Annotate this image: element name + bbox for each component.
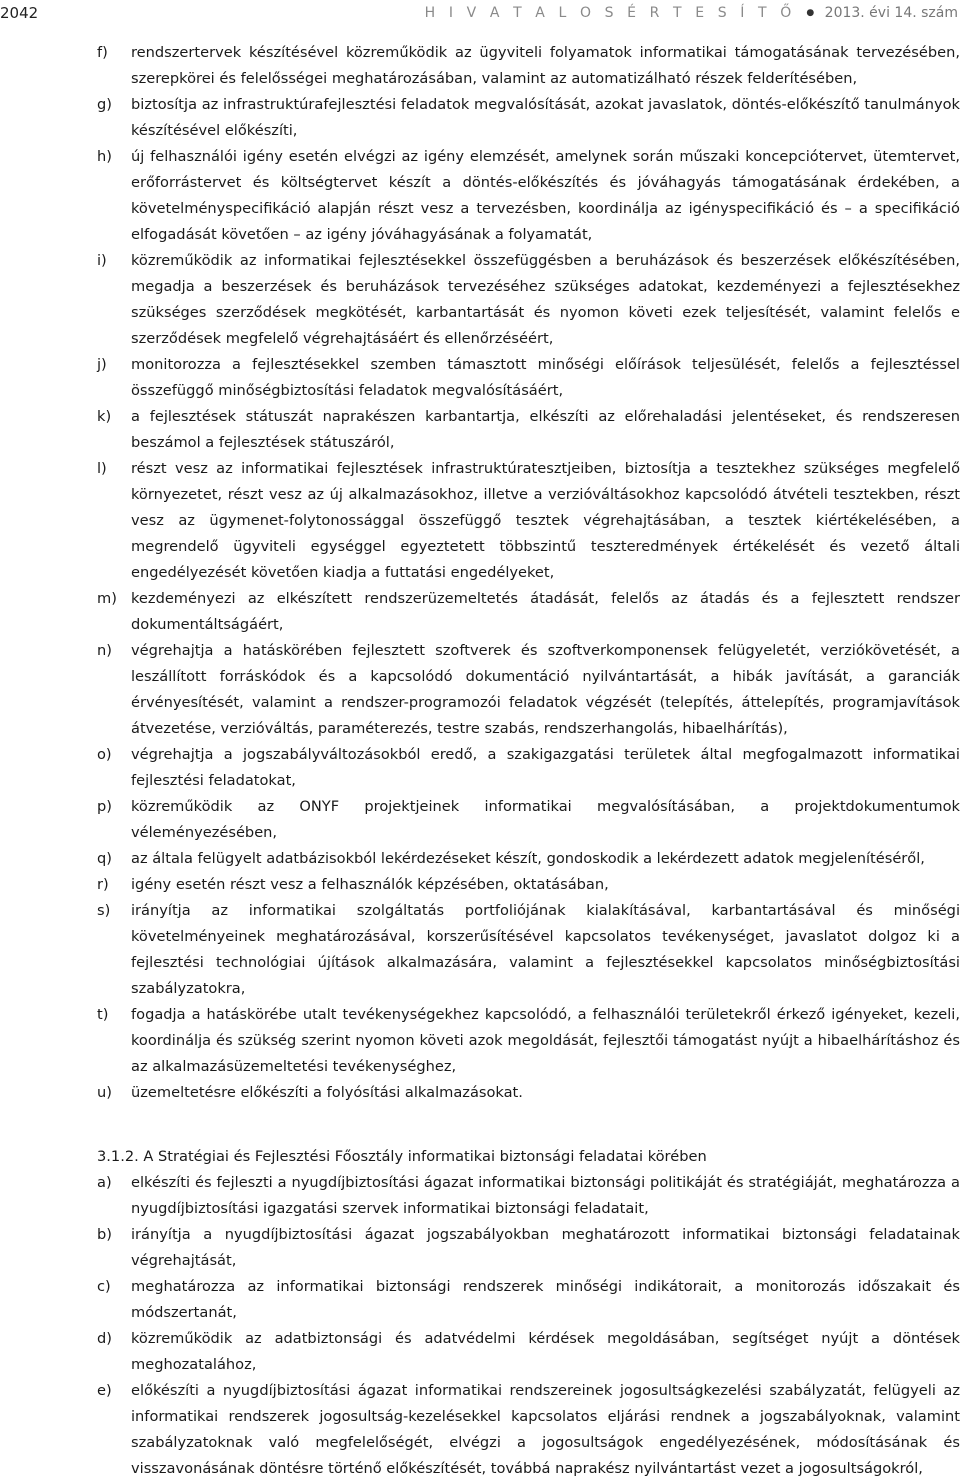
list-marker: m) <box>97 590 117 607</box>
list-marker: t) <box>97 1006 109 1023</box>
list-marker: u) <box>97 1084 112 1101</box>
list-item-k <box>0 404 960 456</box>
list-item-g <box>0 92 960 144</box>
list-item-text: részt vesz az informatikai fejlesztések infrastruktúratesztjeiben, biztosítja a tesztekhez szükséges megfelelő környezetet, részt vesz az új alkalmazásokhoz, illetve a verzióváltásokhoz kapcsolódó átvételi tesztekben, részt vesz az ügymenet-folytonossággal összefüggő tesztek végrehajtásában, a tesztek kiértékelésében, a megrendelő ügyviteli egységgel egyeztetett többszintű teszteredmények értékelését és vezető általi engedélyezését követően kiadja a futtatási engedélyeket, <box>131 460 960 581</box>
list-item-m <box>0 586 960 638</box>
list-item-text: biztosítja az infrastruktúrafejlesztési feladatok megvalósítását, azokat javaslatok, döntés-előkészítő tanulmányok készítésével előkészíti, <box>131 96 960 139</box>
list-marker: g) <box>97 96 112 113</box>
list-marker: c) <box>97 1278 111 1295</box>
list-marker: q) <box>97 850 112 867</box>
list-item-a <box>0 1170 960 1222</box>
list-item-text: fogadja a hatáskörébe utalt tevékenységekhez kapcsolódó, a felhasználói területekről érkező igényeket, kezeli, koordinálja és szükség szerint nyomon követi azok megoldását, fejlesztői támogatást nyújt a hibaelhárításhoz és az alkalmazásüzemeltetési tevékenységhez, <box>131 1006 960 1075</box>
list-item-text: irányítja a nyugdíjbiztosítási ágazat jogszabályokban meghatározott informatikai biztonsági feladatainak végrehajtását, <box>131 1226 960 1269</box>
list-item-text: rendszertervek készítésével közreműködik az ügyviteli folyamatok informatikai támogatásának tervezésében, szerepkörei és felelősségei meghatározásában, valamint az automatizálható részek felderítésében, <box>131 44 960 87</box>
list-item-e <box>0 1378 960 1482</box>
list-item-i <box>0 248 960 352</box>
running-header <box>0 0 960 20</box>
list-marker: j) <box>97 356 107 373</box>
list-marker: s) <box>97 902 111 919</box>
task-list-continued <box>0 40 960 1106</box>
list-item-q <box>0 846 960 872</box>
list-item-p <box>0 794 960 846</box>
list-item-l <box>0 456 960 586</box>
list-item-text: új felhasználói igény esetén elvégzi az igény elemzését, amelynek során műszaki koncepciótervet, ütemtervet, erőforrástervet és költségtervet készít a döntés-előkészítés és jóváhagyás támogatásának érdekében, a követelményspecifikáció alapján részt vesz a tervezésben, koordinálja az igényspecifikáció és – a specifikáció elfogadását követően – az igény jóváhagyásának a folyamatát, <box>131 148 960 243</box>
list-marker: b) <box>97 1226 112 1243</box>
document-body <box>0 40 960 1482</box>
list-item-text: kezdeményezi az elkészített rendszerüzemeltetés átadását, felelős az átadás és a fejlesztett rendszer dokumentáltságáért, <box>131 590 960 633</box>
issue-label: 2013. évi 14. szám <box>824 5 958 21</box>
list-item-text: irányítja az informatikai szolgáltatás portfoliójának kialakításával, karbantartásával és minőségi követelményeinek meghatározásával, korszerűsítésével kapcsolatos tevékenységet, javaslatot dolgoz ki a fejlesztési technológiai újítások alkalmazására, valamint a fejlesztésekkel kapcsolatos minőségbiztosítási szabályzatokra, <box>131 902 960 997</box>
list-item-text: a fejlesztések státuszát naprakészen karbantartja, elkészíti az előrehaladási jelentéseket, és rendszeresen beszámol a fejlesztések státuszáról, <box>131 408 960 451</box>
list-marker: e) <box>97 1382 112 1399</box>
list-marker: l) <box>97 460 107 477</box>
security-task-list <box>0 1170 960 1482</box>
journal-title: H I V A T A L O S É R T E S Í T Ő <box>424 5 796 21</box>
list-item-text: monitorozza a fejlesztésekkel szemben támasztott minőségi előírások teljesülését, felelős a fejlesztéssel összefüggő minőségbiztosítási feladatok megvalósításáért, <box>131 356 960 399</box>
list-item-text: elkészíti és fejleszti a nyugdíjbiztosítási ágazat informatikai biztonsági politikáját és stratégiáját, meghatározza a nyugdíjbiztosítási igazgatási szervek informatikai biztonsági feladatait, <box>131 1174 960 1217</box>
list-item-text: közreműködik az informatikai fejlesztésekkel összefüggésben a beruházások és beszerzések előkészítésében, megadja a beszerzések és beruházások tervezéséhez szükséges adatokat, kezdeményezi a fejlesztésekhez szükséges szerződések megkötését, karbantartását és nyomon követi ezek teljesítését, valamint felelős e szerződések megfelelő végrehajtásáért és ellenőrzéséért, <box>131 252 960 347</box>
list-item-j <box>0 352 960 404</box>
list-marker: a) <box>97 1174 112 1191</box>
list-item-h <box>0 144 960 248</box>
list-marker: d) <box>97 1330 112 1347</box>
list-marker: p) <box>97 798 112 815</box>
list-marker: n) <box>97 642 112 659</box>
section-heading: 3.1.2. A Stratégiai és Fejlesztési Főosztály informatikai biztonsági feladatai körében <box>97 1148 707 1165</box>
list-marker: o) <box>97 746 112 763</box>
list-item-n <box>0 638 960 742</box>
separator-bullet-icon: ● <box>806 8 815 18</box>
running-title <box>425 0 958 26</box>
list-marker: f) <box>97 44 108 61</box>
list-marker: k) <box>97 408 112 425</box>
list-item-text: igény esetén részt vesz a felhasználók képzésében, oktatásában, <box>131 876 609 893</box>
list-item-t <box>0 1002 960 1080</box>
list-item-u <box>0 1080 960 1106</box>
list-item-text: üzemeltetésre előkészíti a folyósítási alkalmazásokat. <box>131 1084 523 1101</box>
list-item-d <box>0 1326 960 1378</box>
list-item-text: végrehajtja a jogszabályváltozásokból eredő, a szakigazgatási területek által megfogalmazott informatikai fejlesztési feladatokat, <box>131 746 960 789</box>
page-number: 2042 <box>0 4 39 22</box>
list-item-text: meghatározza az informatikai biztonsági rendszerek minőségi indikátorait, a monitorozás időszakait és módszertanát, <box>131 1278 960 1321</box>
list-item-text: végrehajtja a hatáskörében fejlesztett szoftverek és szoftverkomponensek felügyeletét, verziókövetését, a leszállított forráskódok és a kapcsolódó dokumentáció nyilvántartását, a hibák javítását, a garanciák érvényesítését, valamint a rendszer-programozói feladatok végzését (telepítés, áttelepítés, programjavítások átvezetése, verzióváltás, paraméterezés, testre szabás, rendszerhangolás, hibaelhárítás), <box>131 642 960 737</box>
list-item-b <box>0 1222 960 1274</box>
list-item-text: előkészíti a nyugdíjbiztosítási ágazat informatikai rendszereinek jogosultságkezelési szabályzatát, felügyeli az informatikai rendszerek jogosultság-kezelésekkel kapcsolatos eljárási rendnek a jogszabályoknak, valamint szabályzatoknak való megfelelőségét, elvégzi a jogosultságok engedélyezésének, módosításának és visszavonásának döntésre történő előkészítését, továbbá naprakész nyilvántartást vezet a jogosultságokról, <box>131 1382 960 1477</box>
list-item-o <box>0 742 960 794</box>
list-item-s <box>0 898 960 1002</box>
list-item-text: az általa felügyelt adatbázisokból lekérdezéseket készít, gondoskodik a lekérdezett adatok megjelenítéséről, <box>131 850 925 867</box>
list-item-text: közreműködik az adatbiztonsági és adatvédelmi kérdések megoldásában, segítséget nyújt a döntések meghozatalához, <box>131 1330 960 1373</box>
list-item-c <box>0 1274 960 1326</box>
list-item-text: közreműködik az ONYF projektjeinek informatikai megvalósításában, a projektdokumentumok véleményezésében, <box>131 798 960 841</box>
list-item-r <box>0 872 960 898</box>
list-marker: h) <box>97 148 112 165</box>
list-marker: i) <box>97 252 107 269</box>
list-item-f <box>0 40 960 92</box>
list-marker: r) <box>97 876 109 893</box>
